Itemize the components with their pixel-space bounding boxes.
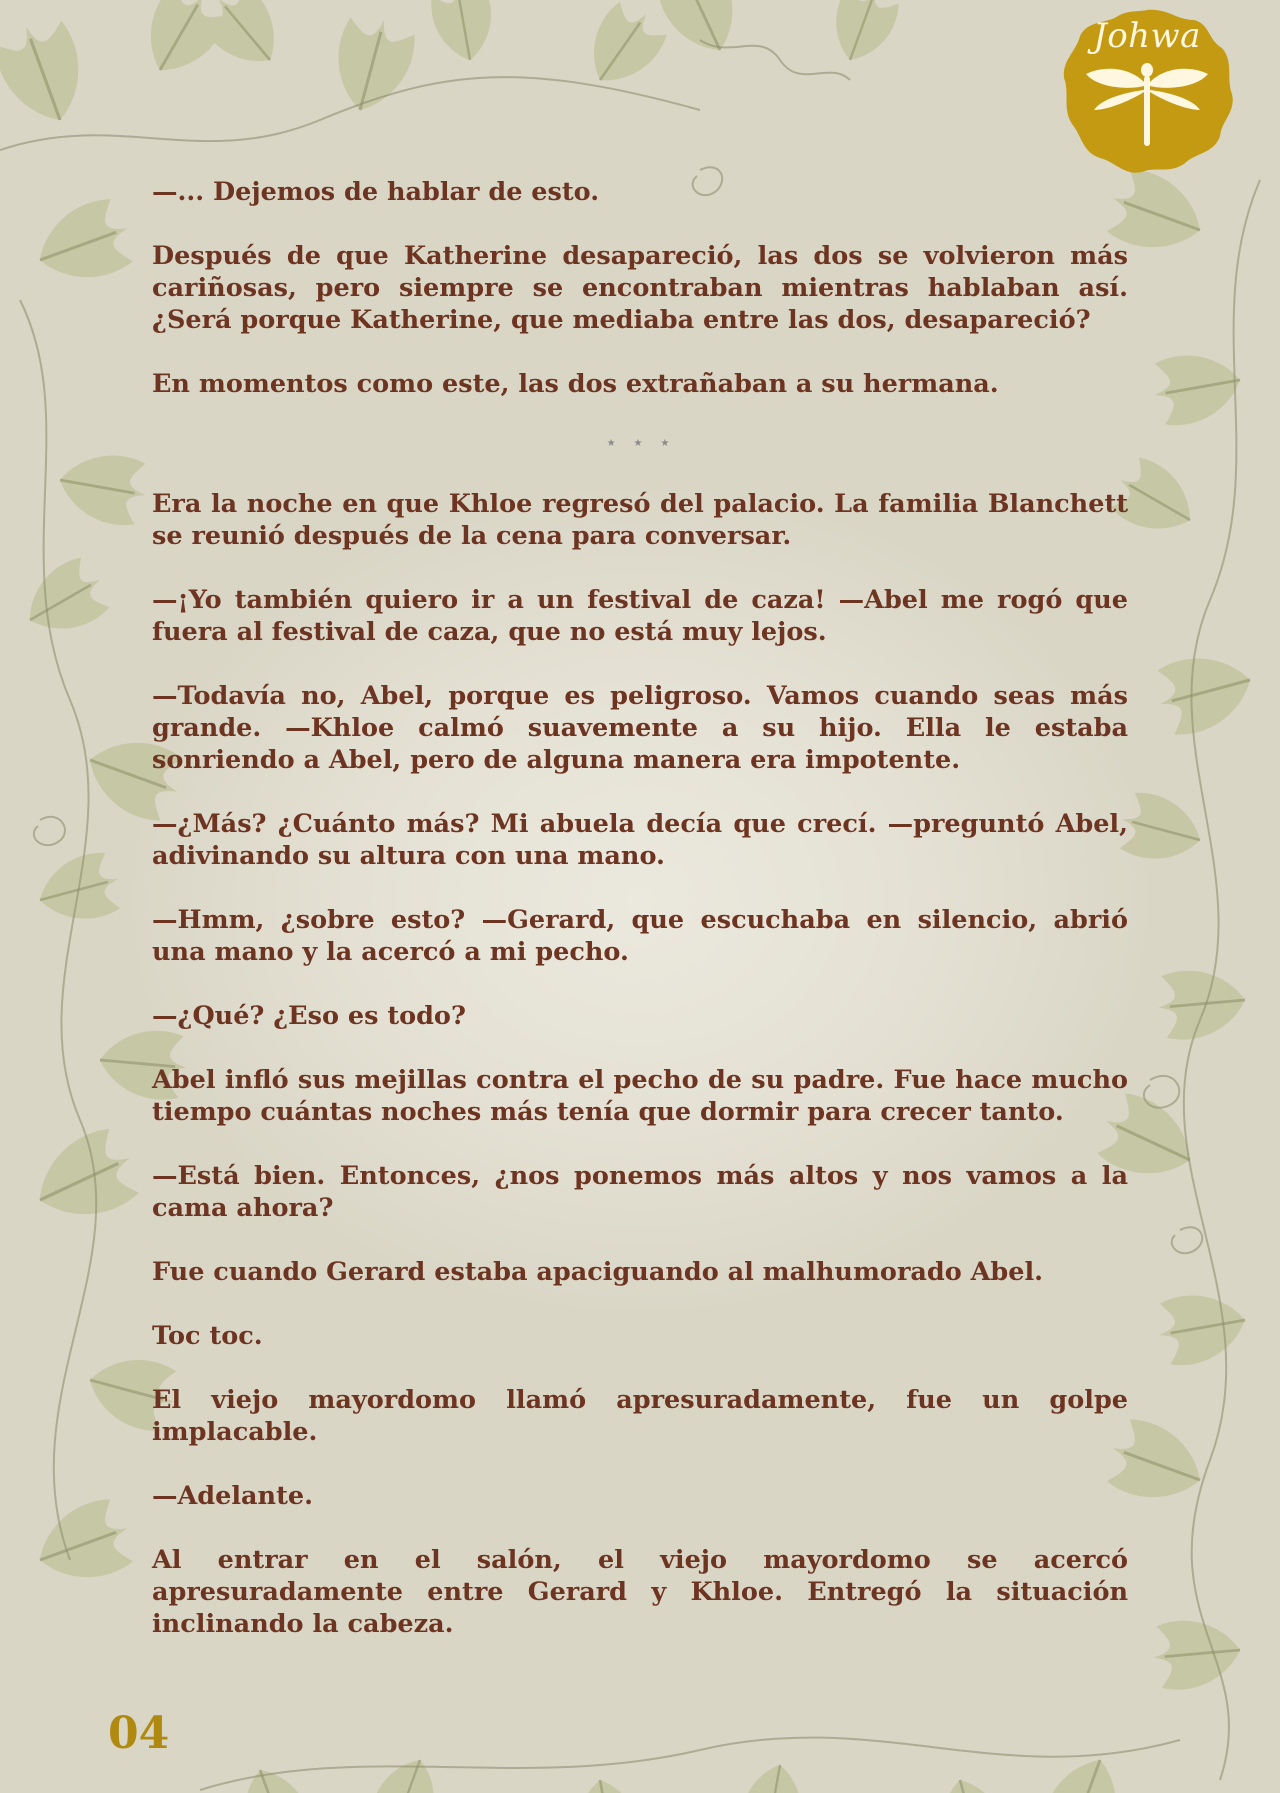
paragraph: En momentos como este, las dos extrañaban a su hermana. [152,369,999,399]
paragraph: —¿Qué? ¿Eso es todo? [152,1001,466,1031]
paragraph: —¿Más? ¿Cuánto más? Mi abuela decía que crecí. —preguntó Abel, adivinando su altura con una mano. [152,809,1128,871]
paragraph: —¡Yo también quiero ir a un festival de caza! —Abel me rogó que fuera al festival de caza, que no está muy lejos. [152,585,1128,647]
paragraph: —Todavía no, Abel, porque es peligroso. Vamos cuando seas más grande. —Khloe calmó suavemente a su hijo. Ella le estaba sonriendo a Abel, pero de alguna manera era impotente. [152,681,1128,775]
paragraph: —... Dejemos de hablar de esto. [152,177,600,207]
paragraph: —Hmm, ¿sobre esto? —Gerard, que escuchaba en silencio, abrió una mano y la acercó a mi pecho. [152,905,1128,967]
paragraph: Era la noche en que Khloe regresó del palacio. La familia Blanchett se reunió después de la cena para conversar. [152,489,1128,551]
paragraph: Fue cuando Gerard estaba apaciguando al malhumorado Abel. [152,1257,1044,1287]
johwa-logo [1058,6,1236,176]
story-text [152,176,1128,1672]
paragraph: —Adelante. [152,1481,313,1511]
paragraph: —Está bien. Entonces, ¿nos ponemos más altos y nos vamos a la cama ahora? [152,1161,1128,1223]
paragraph: Al entrar en el salón, el viejo mayordomo se acercó apresuradamente entre Gerard y Khloe. Entregó la situación inclinando la cabeza. [152,1545,1128,1639]
paragraph: Abel infló sus mejillas contra el pecho de su padre. Fue hace mucho tiempo cuántas noches más tenía que dormir para crecer tanto. [152,1065,1128,1127]
logo-text: Johwa [1093,16,1201,56]
page-number: 04 [108,1708,170,1759]
paragraph: Después de que Katherine desapareció, las dos se volvieron más cariñosas, pero siempre se encontraban mientras hablaban así. ¿Será porque Katherine, que mediaba entre las dos, desapareció? [152,241,1128,335]
paragraph: El viejo mayordomo llamó apresuradamente, fue un golpe implacable. [152,1385,1128,1447]
scene-separator: ⋆ ⋆ ⋆ [604,430,676,454]
paragraph: Toc toc. [152,1321,263,1351]
